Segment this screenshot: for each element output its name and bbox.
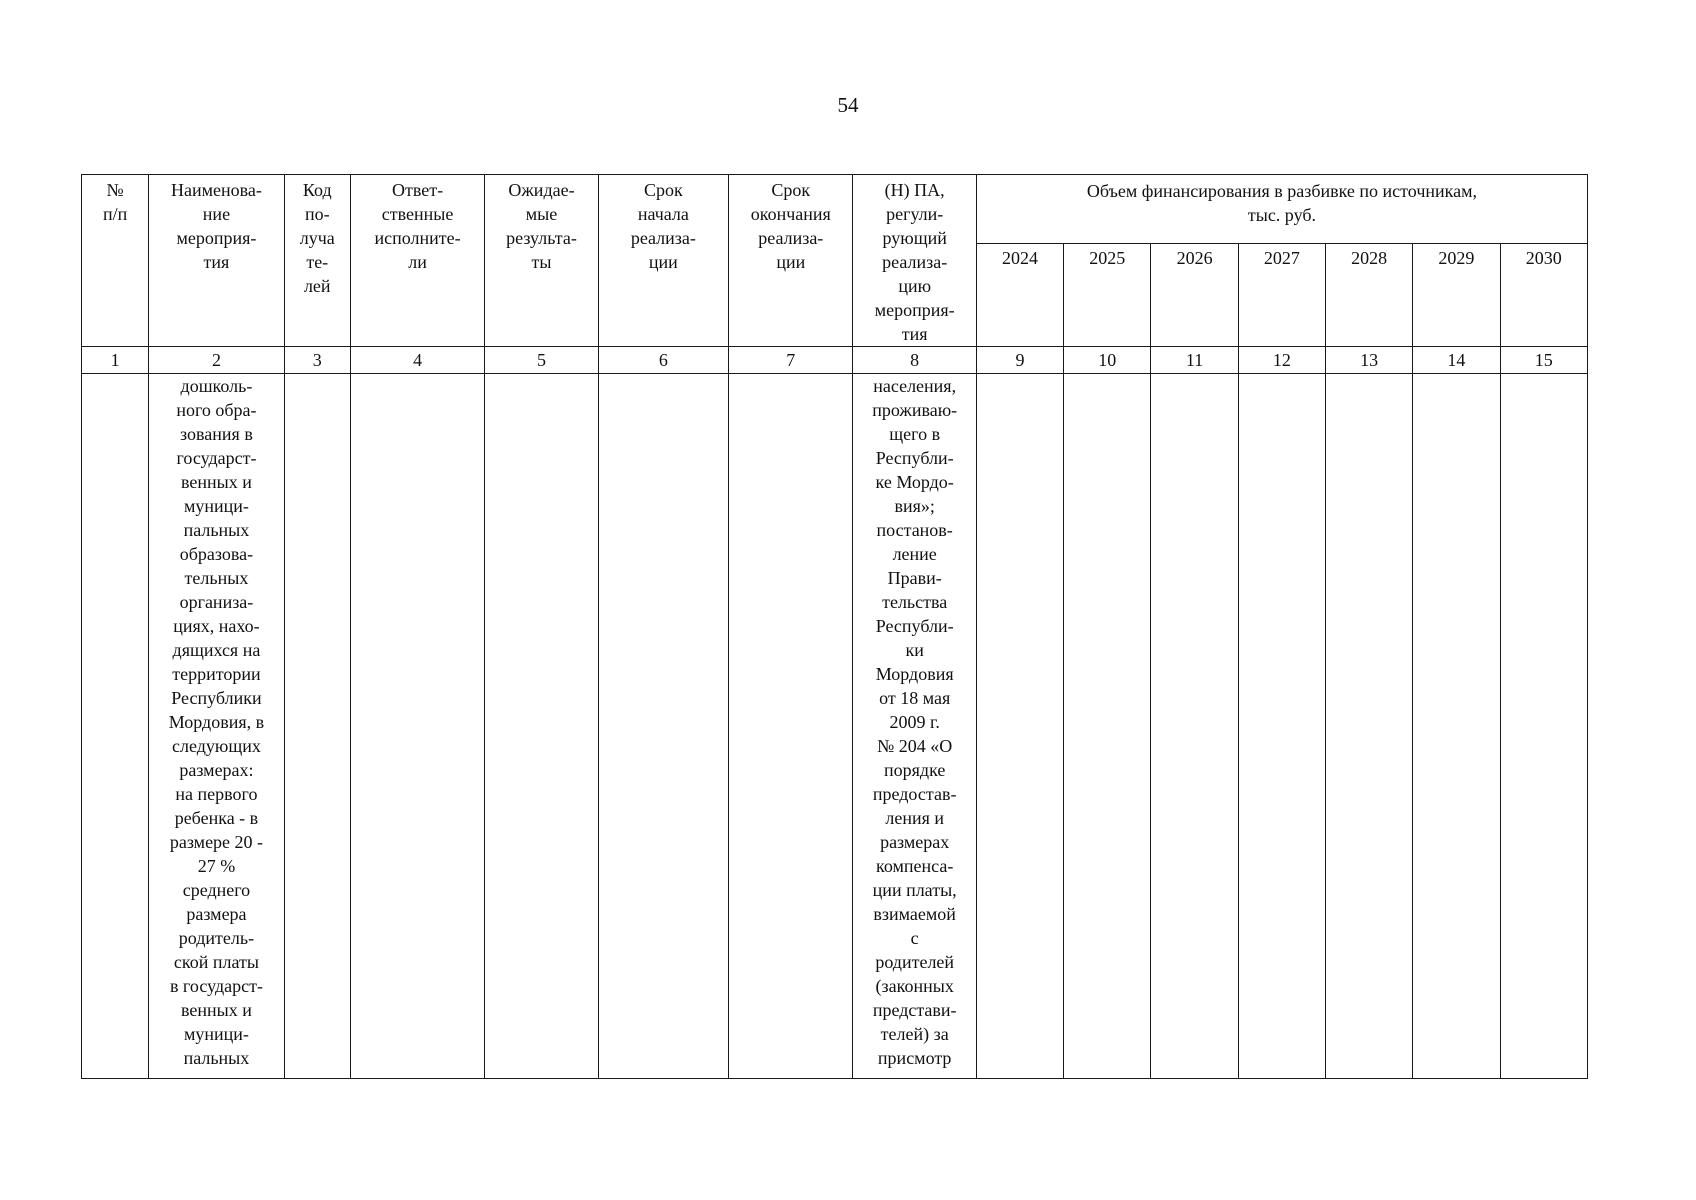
text-line: реализа- <box>882 252 948 272</box>
header-col5 <box>485 175 598 347</box>
text-line: по- <box>304 204 330 224</box>
text-line: ние <box>202 204 231 224</box>
text-line: размере 20 - <box>169 832 264 852</box>
text-line: реализа- <box>758 228 824 248</box>
text-line: родителей <box>875 952 955 972</box>
text-line: ской платы <box>173 952 259 972</box>
text-line: Срок <box>643 180 683 200</box>
column-number: 4 <box>350 347 484 374</box>
column-number: 6 <box>598 347 728 374</box>
text-line: ственные <box>381 204 454 224</box>
cell-start-date <box>598 374 728 1079</box>
text-line: Код <box>302 180 332 200</box>
text-line: государст- <box>176 448 257 468</box>
text-line: Срок <box>771 180 811 200</box>
text-line: представи- <box>872 1000 957 1020</box>
text-line: с <box>910 928 919 948</box>
text-line: исполните- <box>374 228 461 248</box>
column-number: 13 <box>1326 347 1413 374</box>
text-line: Республи- <box>875 448 954 468</box>
text-line: территории <box>172 664 261 684</box>
text-line: 27 % <box>197 856 236 876</box>
text-line: порядке <box>884 760 946 780</box>
text-line: дящихся на <box>172 640 261 660</box>
cell-event-name <box>149 374 284 1079</box>
text-line: ты <box>531 252 552 272</box>
text-line: населения, <box>873 376 957 396</box>
text-line: постанов- <box>876 520 953 540</box>
header-financing <box>976 175 1587 244</box>
page-number: 54 <box>837 93 859 117</box>
column-number: 1 <box>82 347 149 374</box>
header-col4 <box>350 175 484 347</box>
text-line: ции <box>776 252 806 272</box>
column-number: 11 <box>1151 347 1238 374</box>
header-col2 <box>149 175 284 347</box>
text-line: Республи- <box>875 616 954 636</box>
column-numbers-row <box>82 347 1588 374</box>
column-number: 7 <box>729 347 853 374</box>
text-line: мероприя- <box>874 300 955 320</box>
text-line: рующий <box>882 228 947 248</box>
header-col6 <box>598 175 728 347</box>
text-line: ли <box>408 252 427 272</box>
header-col1 <box>82 175 149 347</box>
text-line: луча <box>299 228 335 248</box>
text-line: реализа- <box>630 228 696 248</box>
text-line: Наименова- <box>170 180 262 200</box>
cell-expected-results <box>485 374 598 1079</box>
text-line: лей <box>303 276 331 296</box>
column-number: 2 <box>149 347 284 374</box>
text-line: дошколь- <box>180 376 253 396</box>
cell-legal-act <box>853 374 976 1079</box>
text-line: проживаю- <box>872 400 958 420</box>
header-col8 <box>853 175 976 347</box>
text-line: зования в <box>180 424 253 444</box>
text-line: щего в <box>889 424 941 444</box>
text-line: Ответ- <box>392 180 444 200</box>
cell-recipient-code <box>284 374 350 1079</box>
text-line: цию <box>898 276 932 296</box>
year-2027: 2027 <box>1238 244 1325 347</box>
cell-2026 <box>1151 374 1238 1079</box>
text-line: циях, нахо- <box>173 616 260 636</box>
text-line: венных и <box>181 472 252 492</box>
text-line: ции платы, <box>872 880 957 900</box>
text-line: те- <box>306 252 329 272</box>
column-number: 8 <box>853 347 976 374</box>
text-line: следующих <box>172 736 261 756</box>
text-line: размерах: <box>179 760 254 780</box>
text-line: размера <box>186 904 247 924</box>
text-line: среднего <box>182 880 251 900</box>
column-number: 15 <box>1500 347 1587 374</box>
year-2030: 2030 <box>1500 244 1587 347</box>
table-row <box>82 374 1588 1079</box>
text-line: присмотр <box>877 1048 952 1068</box>
text-line: взимаемой <box>873 904 956 924</box>
year-2029: 2029 <box>1413 244 1500 347</box>
cell-2024 <box>976 374 1063 1079</box>
cell-number <box>82 374 149 1079</box>
year-2026: 2026 <box>1151 244 1238 347</box>
text-line: на первого <box>175 784 258 804</box>
text-line: Мордовия <box>875 664 954 684</box>
cell-2030 <box>1500 374 1587 1079</box>
text-line: образова- <box>179 544 254 564</box>
text-line: пальных <box>183 520 250 540</box>
program-table <box>81 174 1588 1079</box>
cell-2025 <box>1064 374 1151 1079</box>
cell-2027 <box>1238 374 1325 1079</box>
column-number: 5 <box>485 347 598 374</box>
text-line: ного обра- <box>176 400 257 420</box>
text-line: мые <box>525 204 558 224</box>
text-line: ке Мордо- <box>875 472 954 492</box>
text-line: предостав- <box>872 784 957 804</box>
column-number: 9 <box>976 347 1063 374</box>
text-line: муници- <box>183 1024 249 1044</box>
cell-2029 <box>1413 374 1500 1079</box>
text-line: муници- <box>183 496 249 516</box>
text-line: от 18 мая <box>879 688 951 708</box>
text-line: ции <box>648 252 678 272</box>
column-number: 10 <box>1064 347 1151 374</box>
column-number: 14 <box>1413 347 1500 374</box>
cell-responsible <box>350 374 484 1079</box>
cell-2028 <box>1326 374 1413 1079</box>
text-line: тельства <box>882 592 948 612</box>
text-line: родитель- <box>178 928 255 948</box>
year-2024: 2024 <box>976 244 1063 347</box>
cell-end-date <box>729 374 853 1079</box>
column-number: 12 <box>1238 347 1325 374</box>
text-line: Республики <box>171 688 262 708</box>
text-line: в государст- <box>169 976 263 996</box>
text-line: вия»; <box>894 496 935 516</box>
text-line: 2009 г. <box>889 712 940 732</box>
text-line: п/п <box>102 204 128 224</box>
text-line: окончания <box>750 204 831 224</box>
text-line: тыс. руб. <box>1247 205 1316 225</box>
text-line: результа- <box>506 228 577 248</box>
text-line: телей) за <box>880 1024 949 1044</box>
text-line: мероприя- <box>176 228 257 248</box>
text-line: начала <box>637 204 689 224</box>
text-line: Ожидае- <box>508 180 575 200</box>
text-line: ки <box>905 640 924 660</box>
year-2025: 2025 <box>1064 244 1151 347</box>
text-line: № 204 «О <box>877 736 953 756</box>
text-line: Мордовия, в <box>168 712 265 732</box>
text-line: Объем финансирования в разбивке по источникам, <box>1086 181 1477 201</box>
text-line: № <box>106 180 124 200</box>
text-line: венных и <box>181 1000 252 1020</box>
text-line: тельных <box>184 568 249 588</box>
column-number: 3 <box>284 347 350 374</box>
text-line: компенса- <box>876 856 954 876</box>
text-line: ребенка - в <box>174 808 259 828</box>
text-line: организа- <box>179 592 254 612</box>
text-line: регули- <box>886 204 944 224</box>
text-line: тия <box>901 324 928 344</box>
text-line: ления и <box>885 808 944 828</box>
year-2028: 2028 <box>1326 244 1413 347</box>
text-line: Прави- <box>887 568 942 588</box>
text-line: (законных <box>875 976 954 996</box>
header-col7 <box>729 175 853 347</box>
text-line: тия <box>203 252 230 272</box>
text-line: пальных <box>183 1048 250 1068</box>
text-line: (Н) ПА, <box>884 180 945 200</box>
text-line: ление <box>892 544 937 564</box>
header-col3 <box>284 175 350 347</box>
text-line: размерах <box>880 832 950 852</box>
